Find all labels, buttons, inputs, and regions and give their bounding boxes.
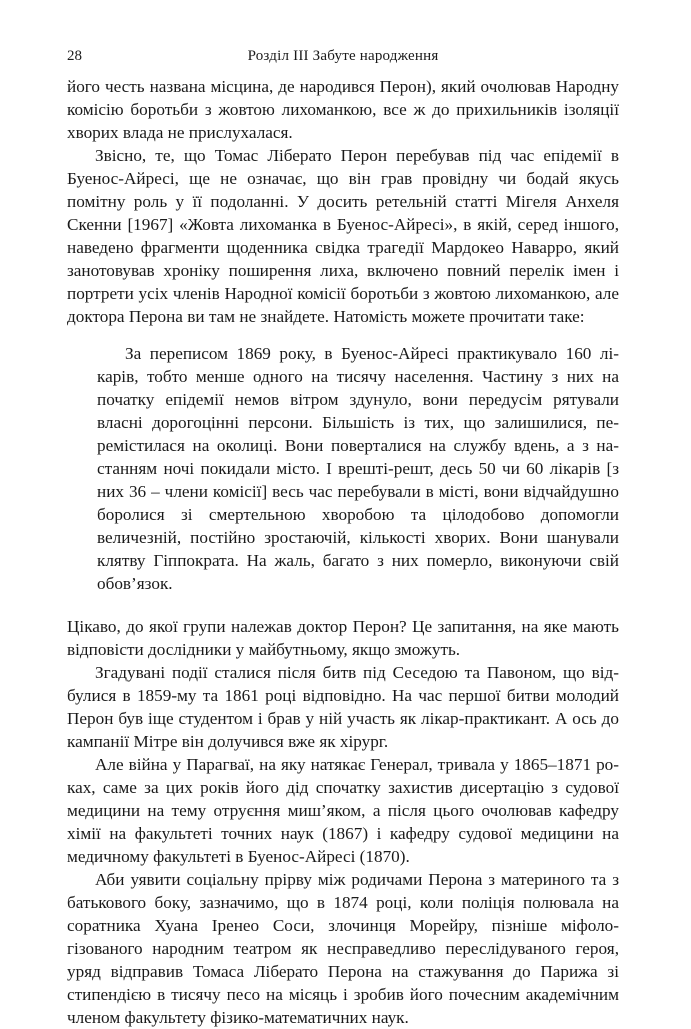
paragraph: його честь названа місцина, де народився Перон), який очолював Народну комісію боротьби з жовтою лихоманкою, все ж до прихильників ізоляції хворих влада не прислухалася. xyxy=(67,77,619,142)
paragraph: Але війна у Парагваї, на яку натякає Генерал, тривала у 1865–1871 роках, саме за цих років його дід спочатку захистив дисертацію з судової медицини на тему отруєння миш’яком, а після цього очолював кафедру хімії на факультеті точних наук (1867) і кафедру судової медицини на медичному факультеті в Буенос-Айресі (1870). xyxy=(67,755,619,866)
running-head: Розділ III Забуте народження xyxy=(247,48,439,64)
paragraph: Цікаво, до якої групи належав доктор Перон? Це запитання, на яке мають відповісти дослідники у майбутньому, якщо зможуть. xyxy=(67,617,619,659)
paragraph: Згадувані події сталися після битв під Сеседою та Павоном, що відбулися в 1859-му та 1861 році відповідно. На час першої битви молодий Перон був іще студентом і брав у ній участь як лікар-практикант. А ось до кампанії Мітре він долучився вже як хірург. xyxy=(67,663,619,751)
page-number: 28 xyxy=(67,48,82,64)
body-text xyxy=(67,75,619,1029)
block-quote: За переписом 1869 року, в Буенос-Айресі практикувало 160 лікарів, тобто менше одного на тисячу населення. Частину з них на початку епідемії немов вітром здунуло, вони передусім рятували власні дорогоцінні персони. Більшість із тих, що залишилися, перемістилася на околиці. Вони поверталися на службу вдень, а з настанням ночі покидали місто. І врешті-решт, десь 50 чи 60 лікарів [з них 36 – члени комісії] весь час перебували в місті, вони відчайдушно боролися зі смертельною хворобою та цілодобово допомогли величезній, постійно зростаючій, кількості хворих. Вони шанували клятву Гіппократа. На жаль, багато з них померло, виконуючи свій обов’язок. xyxy=(97,344,619,593)
page-header xyxy=(67,48,619,68)
paragraph: Аби уявити соціальну прірву між родичами Перона з материного та з батькового боку, зазначимо, що в 1874 році, коли поліція полювала на соратника Хуана Ірeнео Соси, злочинця Морейру, пізніше міфологізованого народним театром як несправедливо переслідуваного героя, уряд відправив Томаса Ліберато Перона на стажування до Парижа зі стипендією в тисячу песо на місяць і зробив його почесним академічним членом факультету фізико-математичних наук. xyxy=(67,870,619,1027)
paragraph: Звісно, те, що Томас Ліберато Перон перебував під час епідемії в Буенос-Айресі, ще не означає, що він грав провідну чи бодай якусь помітну роль у її подоланні. У досить ретельній статті Мігеля Анхеля Скенни [1967] «Жовта лихоманка в Буенос-Айресі», в якій, серед іншого, наведено фрагменти щоденника свідка трагедії Мардокео Наварро, який занотовував хроніку поширення лиха, включено повний перелік імен і портрети усіх членів Народної комісії боротьби з жовтою лихоманкою, але доктора Перона ви там не знайдете. Натомість можете прочитати таке: xyxy=(67,146,619,326)
